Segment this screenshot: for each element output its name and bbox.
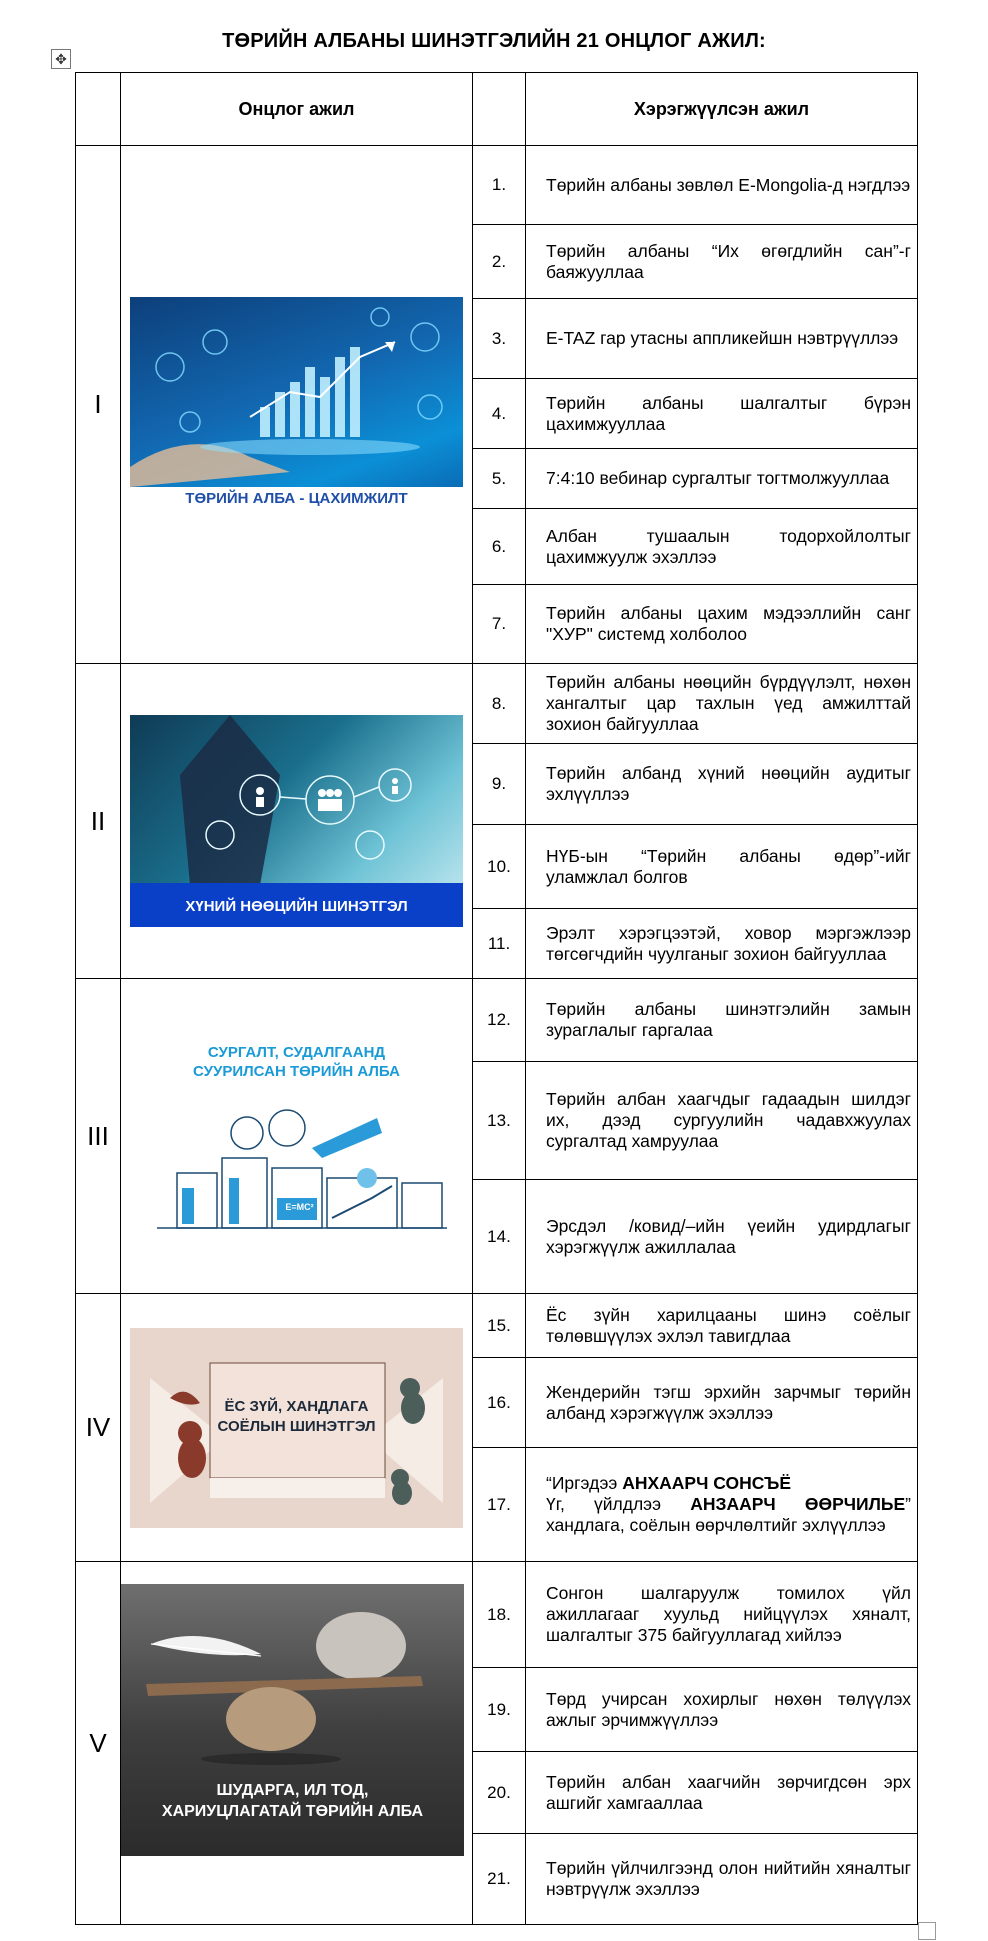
item-text: Төрийн албаны нөөцийн бүрдүүлэлт, нөхөн хангалтыг цар тахлын үед амжилттай зохион байгууллаа [526, 664, 918, 744]
item-text: 7:4:10 вебинар сургалтыг тогтмолжууллаа [526, 449, 918, 509]
item-text: Ёс зүйн харилцааны шинэ соёлыг төлөвшүүлэх эхлэл тавигдлаа [526, 1294, 918, 1358]
education-research-image [137, 1036, 457, 1236]
group-numeral: III [76, 979, 121, 1294]
item-text: Эрэлт хэрэгцээтэй, ховор мэргэжлээр төгсөгчдийн чуулганыг зохион байгууллаа [526, 909, 918, 979]
item-number: 14. [473, 1180, 526, 1294]
header-focus: Онцлог ажил [121, 73, 473, 146]
group-numeral: IV [76, 1294, 121, 1562]
item-number: 21. [473, 1834, 526, 1925]
item-text [526, 1448, 918, 1562]
image-caption-line1: ШУДАРГА, ИЛ ТОД, [216, 1782, 369, 1799]
item-number: 7. [473, 585, 526, 664]
table-row [76, 146, 918, 225]
item-number: 9. [473, 744, 526, 825]
item-number: 3. [473, 299, 526, 379]
item-text: Төрийн албаны “Их өгөгдлийн сан”-г баяжууллаа [526, 225, 918, 299]
table-move-handle-icon[interactable]: ✥ [51, 49, 71, 69]
item-text: E-TAZ гар утасны аппликейшн нэвтрүүллээ [526, 299, 918, 379]
item-text: Төрийн албаны цахим мэдээллийн санг "ХУР" системд холболоо [526, 585, 918, 664]
item-number: 13. [473, 1062, 526, 1180]
ethics-culture-image [130, 1328, 463, 1528]
item-number: 11. [473, 909, 526, 979]
group-numeral: I [76, 146, 121, 664]
group-image-cell [121, 1294, 473, 1562]
header-row [76, 73, 918, 146]
image-caption-line1: ЁС ЗҮЙ, ХАНДЛАГА [224, 1397, 369, 1415]
header-roman [76, 73, 121, 146]
item-number: 16. [473, 1358, 526, 1448]
item-text: Төрийн албаны зөвлөл E-Mongolia-д нэгдлээ [526, 146, 918, 225]
page-title: ТӨРИЙН АЛБАНЫ ШИНЭТГЭЛИЙН 21 ОНЦЛОГ АЖИЛ: [222, 30, 766, 52]
table-row [76, 664, 918, 744]
item-number: 15. [473, 1294, 526, 1358]
item-number: 10. [473, 825, 526, 909]
image-formula: E=MC² [285, 1202, 314, 1212]
item-number: 12. [473, 979, 526, 1062]
item-text: Төрийн албан хаагчийн зөрчигдсөн эрх ашгийг хамгааллаа [526, 1752, 918, 1834]
balance-stones-image [121, 1584, 464, 1856]
group-numeral: V [76, 1562, 121, 1925]
image-caption-line2: СУУРИЛСАН ТӨРИЙН АЛБА [193, 1063, 400, 1080]
group-image-cell [121, 979, 473, 1294]
item-text-part: “Иргэдээ [546, 1473, 623, 1493]
item-number: 8. [473, 664, 526, 744]
item-number: 19. [473, 1668, 526, 1752]
item-number: 20. [473, 1752, 526, 1834]
image-caption: ХҮНИЙ НӨӨЦИЙН ШИНЭТГЭЛ [185, 898, 408, 915]
digital-analytics-image [130, 297, 463, 512]
group-image-cell [121, 1562, 473, 1925]
item-text: Төрийн албаны шинэтгэлийн замын зураглалыг гаргалаа [526, 979, 918, 1062]
item-number: 6. [473, 509, 526, 585]
item-number: 17. [473, 1448, 526, 1562]
item-number: 2. [473, 225, 526, 299]
item-text: Албан тушаалын тодорхойлолтыг цахимжуулж эхэллээ [526, 509, 918, 585]
item-text-emphasis: АНЗААРЧ ӨӨРЧИЛЬЕ [690, 1494, 906, 1514]
image-caption-line2: СОЁЛЫН ШИНЭТГЭЛ [217, 1417, 376, 1435]
item-number: 5. [473, 449, 526, 509]
item-text: НҮБ-ын “Төрийн албаны өдөр”-ийг уламжлал болгов [526, 825, 918, 909]
table-row [76, 1294, 918, 1358]
group-image-cell [121, 146, 473, 664]
item-text-part: ” хандлага, соёлын өөрчлөлтийг эхлүүллээ [546, 1494, 911, 1535]
image-caption: ТӨРИЙН АЛБА - ЦАХИМЖИЛТ [185, 490, 408, 507]
item-number: 4. [473, 379, 526, 449]
item-text: Сонгон шалгаруулж томилох үйл ажиллагааг хуульд нийцүүлэх хяналт, шалгалтыг 375 байгууллагад хийлээ [526, 1562, 918, 1668]
analytics-graphic-icon [130, 297, 463, 512]
table-resize-handle[interactable] [918, 1922, 936, 1940]
item-text: Эрсдэл /ковид/–ийн үеийн удирдлагыг хэрэгжүүлж ажиллалаа [526, 1180, 918, 1294]
table-row [76, 1562, 918, 1668]
image-caption-line2: ХАРИУЦЛАГАТАЙ ТӨРИЙН АЛБА [161, 1803, 424, 1820]
header-num [473, 73, 526, 146]
item-text: Төрд учирсан хохирлыг нөхөн төлүүлэх ажлыг эрчимжүүллээ [526, 1668, 918, 1752]
item-text: Жендерийн тэгш эрхийн зарчмыг төрийн албанд хэрэгжүүлж эхэллээ [526, 1358, 918, 1448]
item-text-emphasis: АНХААРЧ СОНСЪЁ [622, 1473, 792, 1493]
item-text-part: Үг, үйлдлээ [546, 1494, 691, 1514]
image-caption-line1: СУРГАЛТ, СУДАЛГААНД [207, 1044, 386, 1061]
header-done: Хэрэгжүүлсэн ажил [526, 73, 918, 146]
table-row [76, 979, 918, 1062]
human-resources-image [130, 715, 463, 927]
item-number: 1. [473, 146, 526, 225]
item-text: Төрийн албан хаагчдыг гадаадын шилдэг их, дээд сургуулийн чадавхжуулах сургалтад хамруулаа [526, 1062, 918, 1180]
item-text: Төрийн албанд хүний нөөцийн аудитыг эхлүүллээ [526, 744, 918, 825]
item-text: Төрийн үйлчилгээнд олон нийтийн хяналтыг нэвтрүүлж эхэллээ [526, 1834, 918, 1925]
education-graphic-icon [137, 1088, 457, 1236]
item-text: Төрийн албаны шалгалтыг бүрэн цахимжууллаа [526, 379, 918, 449]
item-number: 18. [473, 1562, 526, 1668]
group-numeral: II [76, 664, 121, 979]
people-network-icon [130, 715, 463, 927]
group-image-cell [121, 664, 473, 979]
reform-table [75, 72, 918, 1925]
